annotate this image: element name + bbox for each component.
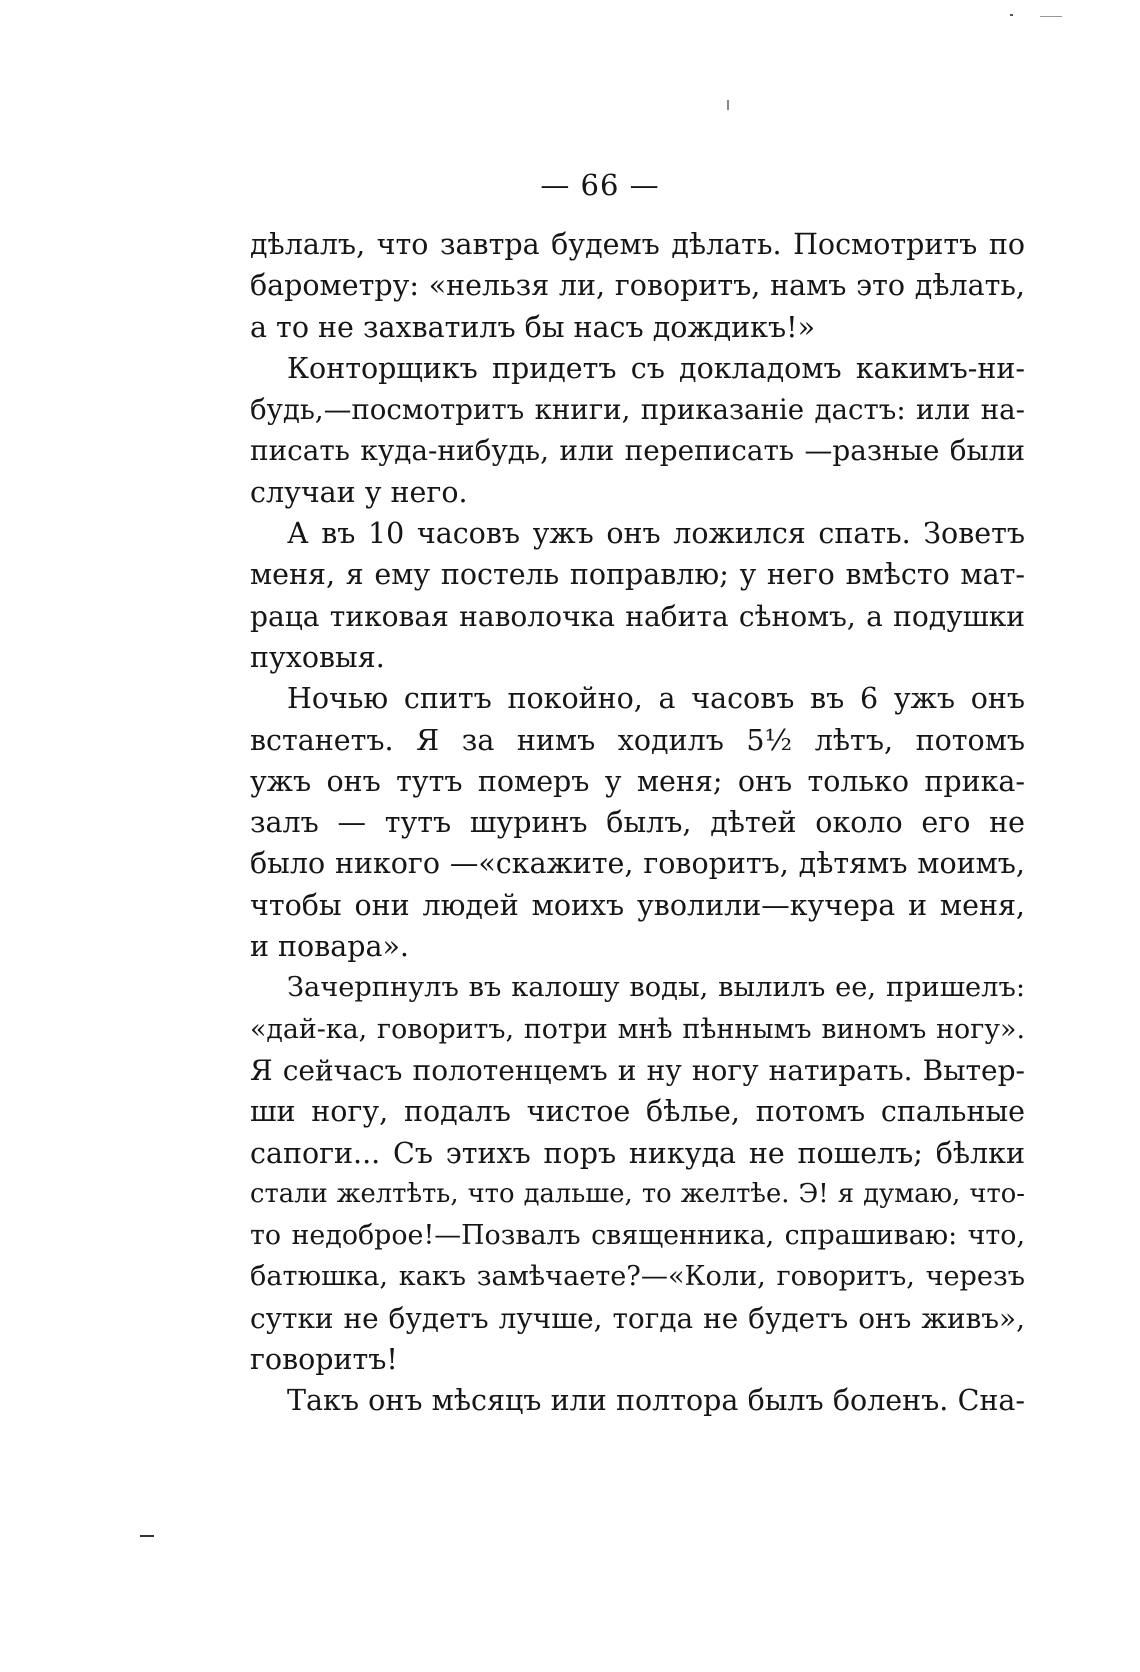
text-line: залъ — тутъ шуринъ былъ, дѣтей около его не	[250, 806, 1025, 840]
text-line: было никого —«скажите, говоритъ, дѣтямъ моимъ,	[250, 847, 1025, 881]
paragraph	[250, 678, 1025, 967]
text-line: то недоброе!—Позвалъ священника, спрашиваю: что,	[250, 1220, 1025, 1252]
text-line: чтобы они людей моихъ уволили—кучера и меня,	[250, 888, 1025, 922]
text-line: дѣлалъ, что завтра будемъ дѣлать. Посмотритъ по	[250, 228, 1025, 261]
paragraph	[250, 967, 1025, 1380]
text-line: пуховыя.	[250, 640, 385, 674]
text-line: говоритъ!	[250, 1343, 398, 1377]
text-line: А въ 10 часовъ ужъ онъ ложился спать. Зоветъ	[287, 517, 1025, 551]
scan-mark	[727, 100, 729, 110]
text-line: ужъ онъ тутъ померъ у меня; онъ только прика-	[250, 764, 1025, 798]
text-line: будь,—посмотритъ книги, приказаніе дастъ: или на-	[250, 393, 1025, 427]
body-text	[250, 224, 1025, 1422]
text-line: батюшка, какъ замѣчаете?—«Коли, говоритъ, черезъ	[250, 1261, 1025, 1293]
text-line: стали желтѣть, что дальше, то желтѣе. Э! я думаю, что-	[250, 1178, 1025, 1209]
scan-mark	[140, 1535, 154, 1537]
text-line: «дай-ка, говоритъ, потри мнѣ пѣннымъ виномъ ногу».	[250, 1013, 1025, 1045]
text-line: сутки не будетъ лучше, тогда не будетъ онъ живъ»,	[250, 1301, 1025, 1335]
page-number: — 66 —	[540, 168, 660, 202]
scan-mark	[1010, 14, 1013, 16]
text-line: ши ногу, подалъ чистое бѣлье, потомъ спальные	[250, 1095, 1025, 1129]
text-line: случаи у него.	[250, 475, 468, 509]
text-line: Зачерпнулъ въ калошу воды, вылилъ ее, пришелъ:	[287, 972, 1025, 1004]
text-line: писать куда-нибудь, или переписать —разные были	[250, 434, 1025, 468]
text-line: Конторщикъ придетъ съ докладомъ какимъ-ни-	[287, 351, 1025, 385]
scan-mark	[1040, 16, 1062, 17]
text-line: сапоги... Съ этихъ поръ никуда не пошелъ; бѣлки	[250, 1136, 1025, 1170]
paragraph	[250, 348, 1025, 513]
paragraph	[250, 224, 1025, 348]
text-line: Такъ онъ мѣсяцъ или полтора былъ боленъ. Сна-	[287, 1384, 1025, 1418]
text-line: встанетъ. Я за нимъ ходилъ 5½ лѣтъ, потомъ	[250, 723, 1025, 757]
text-line: раца тиковая наволочка набита сѣномъ, а подушки	[250, 599, 1025, 633]
text-line: а то не захватилъ бы насъ дождикъ!»	[250, 310, 816, 344]
text-line: меня, я ему постель поправлю; у него вмѣсто мат-	[250, 558, 1025, 592]
text-line: барометру: «нельзя ли, говоритъ, намъ это дѣлать,	[250, 269, 1025, 303]
text-line: и повара».	[250, 930, 409, 964]
text-line: Я сейчасъ полотенцемъ и ну ногу натирать. Вытер-	[250, 1053, 1025, 1087]
paragraph	[250, 1380, 1025, 1421]
paragraph	[250, 513, 1025, 678]
text-line: Ночью спитъ покойно, а часовъ въ 6 ужъ онъ	[287, 682, 1025, 716]
